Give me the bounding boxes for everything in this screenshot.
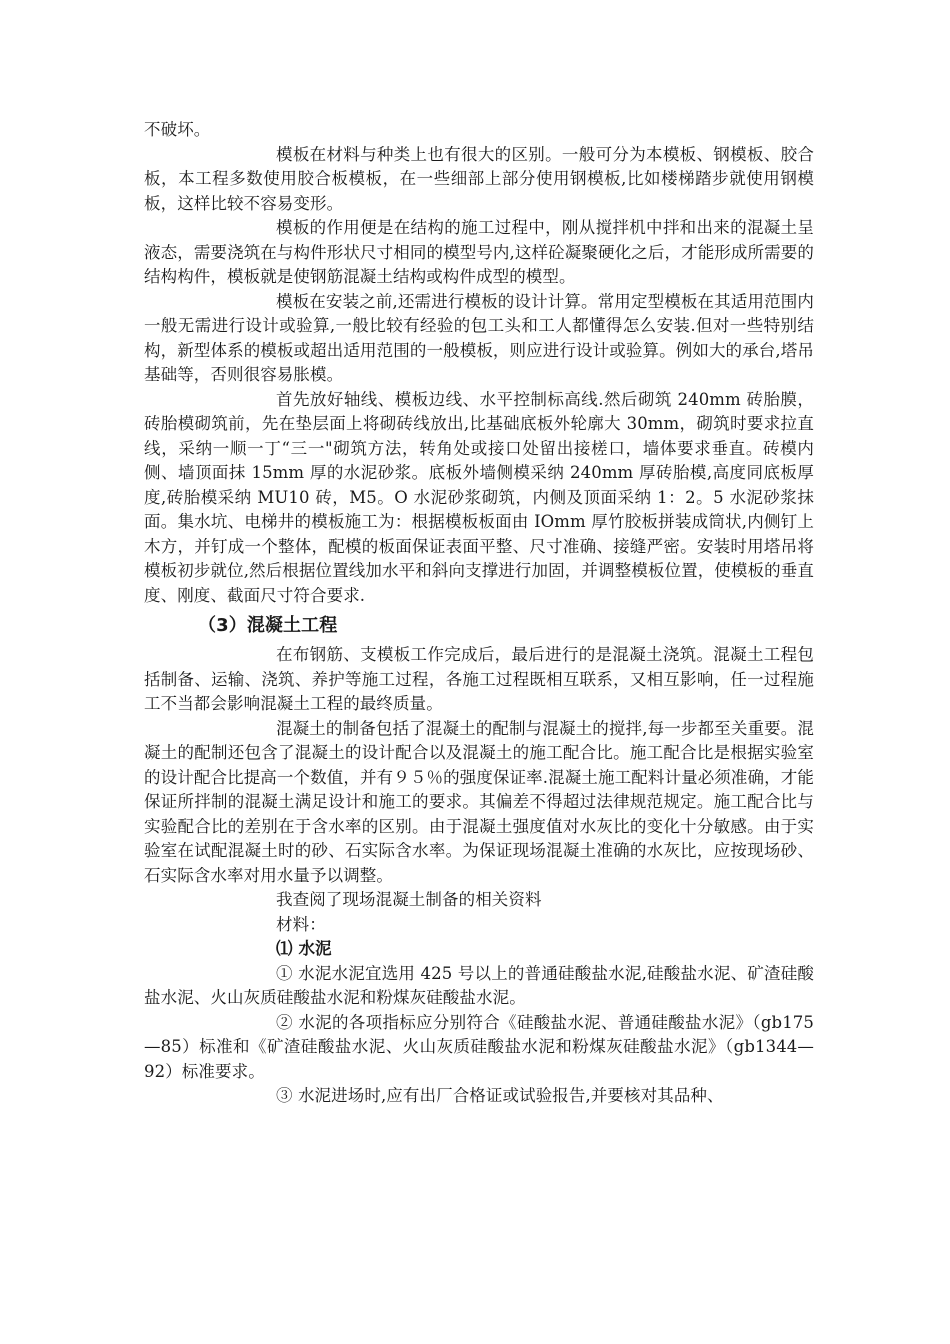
paragraph-brick-formwork: 首先放好轴线、模板边线、水平控制标高线.然后砌筑 240mm 砖胎膜，砖胎模砌筑前，先在垫层面上将砌砖线放出,比基础底板外轮廓大 30mm，砌筑时要求拉直线，采纳一顺一丁“三一"砌筑方法，转角处或接口处留出接槎口，墙体要求垂直。砖模内侧、墙顶面抹 15mm 厚的水泥砂浆。底板外墙侧模采纳 240mm 厚砖胎模,高度同底板厚度,砖胎模采纳 MU10 砖，M5。O 水泥砂浆砌筑，内侧及顶面采纳 1：2。5 水泥砂浆抹面。集水坑、电梯井的模板施工为：根据模板板面由 IOmm 厚竹胶板拼装成筒状,内侧钉上木方，并钉成一个整体，配模的板面保证表面平整、尺寸准确、接缝严密。安装时用塔吊将模板初步就位,然后根据位置线加水平和斜向支撑进行加固，并调整模板位置，使模板的垂直度、刚度、截面尺寸符合要求. (144, 389, 814, 605)
paragraph-concrete-mix: 混凝土的制备包括了混凝土的配制与混凝土的搅拌,每一步都至关重要。混凝土的配制还包含了混凝土的设计配合以及混凝土的施工配合比。施工配合比是根据实验室的设计配合比提高一个数值，并有９５％的强度保证率.混凝土施工配料计量必须准确，才能保证所拌制的混凝土满足设计和施工的要求。其偏差不得超过法律规范规定。施工配合比与实验配合比的差别在于含水率的区别。由于混凝土强度值对水灰比的变化十分敏感。由于实验室在试配混凝土时的砂、石实际含水率。为保证现场混凝土准确的水灰比，应按现场砂、石实际含水率对用水量予以调整。 (144, 718, 814, 885)
paragraph-formwork-design: 模板在安装之前,还需进行模板的设计计算。常用定型模板在其适用范围内一般无需进行设计或验算,一般比较有经验的包工头和工人都懂得怎么安装.但对一些特别结构，新型体系的模板或超出适用范围的一般模板，则应进行设计或验算。例如大的承台,塔吊基础等，否则很容易胀模。 (144, 291, 814, 384)
paragraph-continuation: 不破坏。 (144, 120, 211, 139)
paragraph-concrete-intro: 在布钢筋、支模板工作完成后，最后进行的是混凝土浇筑。混凝土工程包括制备、运输、浇筑、养护等施工过程，各施工过程既相互联系，又相互影响，任一过程施工不当都会影响混凝土工程的最终质量。 (144, 645, 814, 713)
list-item-cement-1: ① 水泥水泥宜选用 425 号以上的普通硅酸盐水泥,硅酸盐水泥、矿渣硅酸盐水泥、火山灰质硅酸盐水泥和粉煤灰硅酸盐水泥。 (144, 963, 814, 1007)
list-item-cement-2: ② 水泥的各项指标应分别符合《硅酸盐水泥、普通硅酸盐水泥》（gb175—85）标准和《矿渣硅酸盐水泥、火山灰质硅酸盐水泥和粉煤灰硅酸盐水泥》（gb1344—92）标准要求。 (144, 1012, 814, 1081)
section-heading-concrete: （3）混凝土工程 (198, 615, 338, 636)
list-item-cement-3: ③ 水泥进场时,应有出厂合格证或试验报告,并要核对其品种、 (276, 1086, 724, 1105)
paragraph-formwork-types: 模板在材料与种类上也有很大的区别。一般可分为本模板、钢模板、胶合板，本工程多数使用胶合板模板，在一些细部上部分使用钢模板,比如楼梯踏步就使用钢模板，这样比较不容易变形。 (144, 144, 814, 213)
materials-label: 材料： (276, 914, 326, 934)
paragraph-formwork-purpose: 模板的作用便是在结构的施工过程中，刚从搅拌机中拌和出来的混凝土呈液态，需要浇筑在与构件形状尺寸相同的模型号内,这样砼凝聚硬化之后，才能形成所需要的结构构件，模板就是使钢筋混凝土结构或构件成型的模型。 (144, 218, 814, 286)
document-page (144, 118, 814, 1109)
reference-line: 我查阅了现场混凝土制备的相关资料 (276, 890, 542, 909)
subheading-cement: ⑴ 水泥 (276, 939, 332, 958)
